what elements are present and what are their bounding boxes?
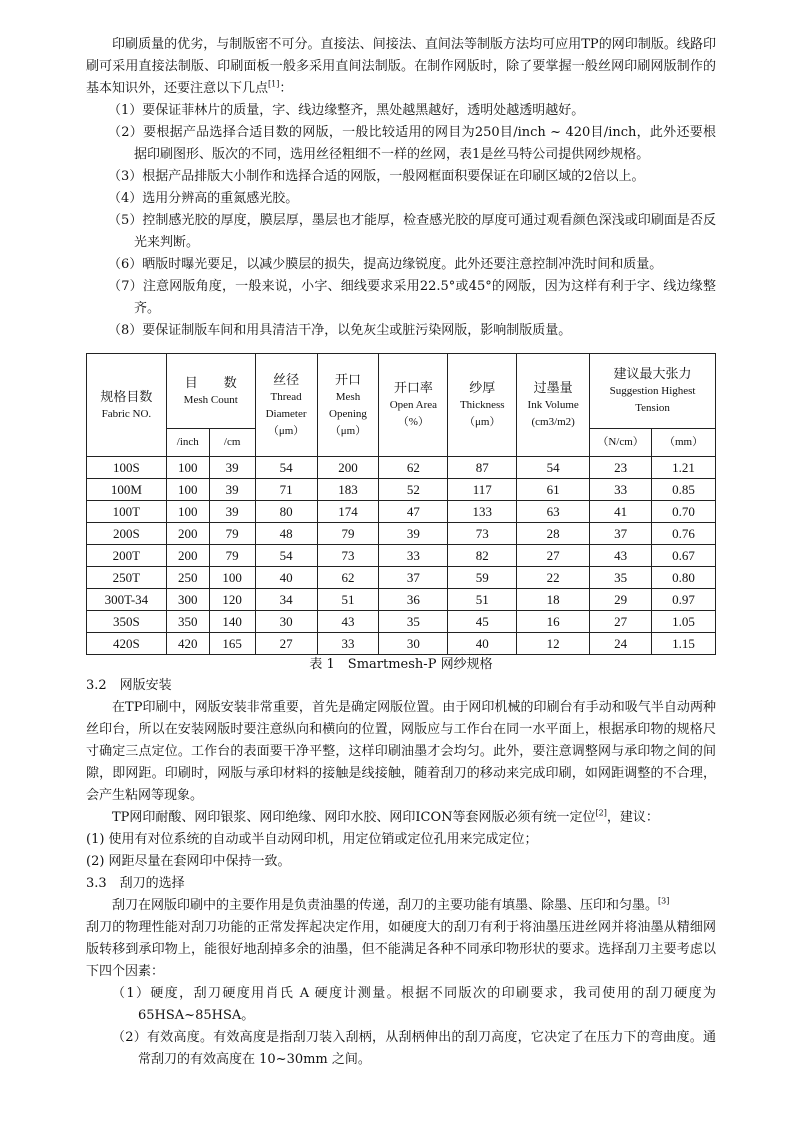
table-cell: 54 <box>255 457 317 479</box>
table-cell: 33 <box>379 545 448 567</box>
table-cell: 100S <box>87 457 167 479</box>
table-cell: 48 <box>255 523 317 545</box>
list-item: （4）选用分辨高的重氮感光胶。 <box>108 191 299 206</box>
table-cell: 40 <box>448 633 517 655</box>
table-cell: 165 <box>209 633 255 655</box>
table-cell: 12 <box>517 633 590 655</box>
table-body <box>87 457 716 655</box>
table-cell: 140 <box>209 611 255 633</box>
header-mesh-inch: /inch <box>166 429 209 457</box>
table-cell: 73 <box>317 545 379 567</box>
table-cell: 174 <box>317 501 379 523</box>
table-cell: 183 <box>317 479 379 501</box>
table-cell: 200 <box>166 545 209 567</box>
table-cell: 54 <box>517 457 590 479</box>
section-3-2-paragraph: 在TP印刷中，网版安装非常重要，首先是确定网版位置。由于网印机械的印刷台有手动和吸气半自动两种丝印台，所以在安装网版时要注意纵向和横向的位置，网版应与工作台在同一水平面上，根据承印物的规格尺寸确定三点定位。工作台的表面要干净平整，这样印刷油墨才会均匀。此外，要注意调整网与承印物之间的间隙，即网距。印刷时，网版与承印材料的接触是线接触，随着刮刀的移动来完成印刷，如网距调整的不合理，会产生粘网等现象。 <box>86 700 716 803</box>
table-cell: 30 <box>255 611 317 633</box>
table-cell: 54 <box>255 545 317 567</box>
list-item: (2) 网距尽量在套网印中保持一致。 <box>86 854 291 869</box>
table-row <box>87 633 716 655</box>
table-cell: 40 <box>255 567 317 589</box>
table-cell: 73 <box>448 523 517 545</box>
table-cell: 36 <box>379 589 448 611</box>
table-cell: 27 <box>517 545 590 567</box>
table-cell: 133 <box>448 501 517 523</box>
table-cell: 43 <box>317 611 379 633</box>
table-cell: 39 <box>379 523 448 545</box>
table-cell: 43 <box>590 545 652 567</box>
table-cell: 100 <box>209 567 255 589</box>
header-tension-ncm: （N/cm） <box>590 429 652 457</box>
table-cell: 350 <box>166 611 209 633</box>
section-3-2-paragraph-2: TP网印耐酸、网印银浆、网印绝缘、网印水胶、网印ICON等套网版必须有统一定位[2]，建议： <box>112 808 659 825</box>
table-cell: 420S <box>87 633 167 655</box>
header-mesh-count: 目 数 Mesh Count <box>166 354 255 429</box>
table-cell: 350S <box>87 611 167 633</box>
header-mesh-opening: 开口 Mesh Opening （μm） <box>317 354 379 457</box>
list-item: (1) 使用有对位系统的自动或半自动网印机，用定位销或定位孔用来完成定位； <box>86 832 538 847</box>
list-item: （7）注意网版角度，一般来说，小字、细线要求采用22.5°或45°的网版，因为这样有利于字、线边缘整齐。 <box>108 279 716 316</box>
table-cell: 52 <box>379 479 448 501</box>
table-cell: 300T-34 <box>87 589 167 611</box>
table-cell: 0.70 <box>652 501 716 523</box>
citation-2: [2] <box>595 808 607 818</box>
list-item: （1）硬度，刮刀硬度用肖氏 A 硬度计测量。根据不同版次的印刷要求，我司使用的刮刀硬度为65HSA~85HSA。 <box>112 986 716 1023</box>
table-cell: 18 <box>517 589 590 611</box>
table-cell: 0.97 <box>652 589 716 611</box>
header-mesh-cm: /cm <box>209 429 255 457</box>
list-item: （6）晒版时曝光要足，以减少膜层的损失，提高边缘锐度。此外还要注意控制冲洗时间和质量。 <box>108 257 663 272</box>
table-cell: 1.15 <box>652 633 716 655</box>
table-cell: 16 <box>517 611 590 633</box>
table-cell: 27 <box>255 633 317 655</box>
table-cell: 23 <box>590 457 652 479</box>
table-cell: 100 <box>166 457 209 479</box>
header-thread-diameter: 丝径 Thread Diameter （μm） <box>255 354 317 457</box>
table-cell: 79 <box>317 523 379 545</box>
table-cell: 33 <box>317 633 379 655</box>
table-cell: 29 <box>590 589 652 611</box>
table-row <box>87 501 716 523</box>
list-item: （8）要保证制版车间和用具清洁干净，以免灰尘或脏污染网版，影响制版质量。 <box>108 323 572 338</box>
table-cell: 100 <box>166 479 209 501</box>
table-row <box>87 611 716 633</box>
table-cell: 35 <box>379 611 448 633</box>
table-cell: 51 <box>448 589 517 611</box>
list-item: （3）根据产品排版大小制作和选择合适的网版，一般网框面积要保证在印刷区域的2倍以上。 <box>108 169 645 184</box>
table-cell: 37 <box>590 523 652 545</box>
header-ink-volume: 过墨量 Ink Volume (cm3/m2) <box>517 354 590 457</box>
header-thickness: 纱厚 Thickness （μm） <box>448 354 517 457</box>
list-item: （2）要根据产品选择合适目数的网版，一般比较适用的网目为250目/inch ~ 420目/inch，此外还要根据印刷图形、版次的不同，选用丝径粗细不一样的丝网，表1是丝马特公司提供网纱规格。 <box>108 125 716 162</box>
table-cell: 28 <box>517 523 590 545</box>
table-cell: 200 <box>166 523 209 545</box>
table-cell: 24 <box>590 633 652 655</box>
table-cell: 250T <box>87 567 167 589</box>
table-cell: 39 <box>209 501 255 523</box>
mesh-spec-table <box>86 353 716 655</box>
table-cell: 87 <box>448 457 517 479</box>
citation-1: [1] <box>268 79 280 89</box>
table-cell: 0.85 <box>652 479 716 501</box>
table-cell: 61 <box>517 479 590 501</box>
table-cell: 41 <box>590 501 652 523</box>
table-row <box>87 589 716 611</box>
table-row <box>87 457 716 479</box>
table-cell: 250 <box>166 567 209 589</box>
table-cell: 79 <box>209 523 255 545</box>
list-item: （1）要保证菲林片的质量，字、线边缘整齐，黑处越黑越好，透明处越透明越好。 <box>108 103 585 118</box>
header-fabric-no: 规格目数 Fabric NO. <box>87 354 167 457</box>
table-cell: 62 <box>317 567 379 589</box>
table-cell: 59 <box>448 567 517 589</box>
table-cell: 420 <box>166 633 209 655</box>
section-3-3-paragraph-cont: 刮刀的物理性能对刮刀功能的正常发挥起决定作用，如硬度大的刮刀有利于将油墨压进丝网并将油墨从精细网版转移到承印物上，能很好地刮掉多余的油墨，但不能满足各种不同承印物形状的要求。选择刮刀主要考虑以下四个因素： <box>86 920 716 979</box>
table-cell: 39 <box>209 479 255 501</box>
table-cell: 100 <box>166 501 209 523</box>
table-cell: 100M <box>87 479 167 501</box>
table-row <box>87 545 716 567</box>
table-cell: 300 <box>166 589 209 611</box>
table-cell: 71 <box>255 479 317 501</box>
header-tension-mm: （mm） <box>652 429 716 457</box>
table-row <box>87 479 716 501</box>
header-open-area: 开口率 Open Area （%） <box>379 354 448 457</box>
table-cell: 200 <box>317 457 379 479</box>
table-cell: 35 <box>590 567 652 589</box>
table-cell: 117 <box>448 479 517 501</box>
table-cell: 0.80 <box>652 567 716 589</box>
table-cell: 51 <box>317 589 379 611</box>
section-3-3-paragraph: 刮刀在网版印刷中的主要作用是负责油墨的传递，刮刀的主要功能有填墨、除墨、压印和匀墨。[3] <box>112 896 670 913</box>
table-cell: 1.21 <box>652 457 716 479</box>
table-cell: 0.76 <box>652 523 716 545</box>
table-cell: 0.67 <box>652 545 716 567</box>
table-cell: 34 <box>255 589 317 611</box>
table-cell: 82 <box>448 545 517 567</box>
table-cell: 33 <box>590 479 652 501</box>
table-cell: 62 <box>379 457 448 479</box>
citation-3: [3] <box>658 896 670 906</box>
table-cell: 22 <box>517 567 590 589</box>
table-cell: 39 <box>209 457 255 479</box>
table-cell: 200T <box>87 545 167 567</box>
table-row <box>87 523 716 545</box>
table-cell: 1.05 <box>652 611 716 633</box>
header-tension: 建议最大张力 Suggestion Highest Tension <box>590 354 716 429</box>
table-cell: 100T <box>87 501 167 523</box>
table-cell: 120 <box>209 589 255 611</box>
list-item: （5）控制感光胶的厚度，膜层厚，墨层也才能厚，检查感光胶的厚度可通过观看颜色深浅或印刷面是否反光来判断。 <box>108 213 716 250</box>
intro-paragraph: 印刷质量的优劣，与制版密不可分。直接法、间接法、直间法等制版方法均可应用TP的网印制版。线路印刷可采用直接法制版、印刷面板一般多采用直间法制版。在制作网版时，除了要掌握一般丝网印刷网版制作的基本知识外，还要注意以下几点[1]： <box>86 37 716 96</box>
table-caption: 表 1 Smartmesh-P 网纱规格 <box>309 657 493 672</box>
section-heading-3-3: 3.3 刮刀的选择 <box>86 876 185 891</box>
list-item: （2）有效高度。有效高度是指刮刀装入刮柄，从刮柄伸出的刮刀高度，它决定了在压力下的弯曲度。通常刮刀的有效高度在 10~30mm 之间。 <box>112 1030 716 1067</box>
table-cell: 30 <box>379 633 448 655</box>
section-heading-3-2: 3.2 网版安装 <box>86 678 172 693</box>
table-cell: 47 <box>379 501 448 523</box>
document-page <box>86 34 716 1071</box>
table-cell: 79 <box>209 545 255 567</box>
table-cell: 37 <box>379 567 448 589</box>
table-cell: 80 <box>255 501 317 523</box>
table-row <box>87 567 716 589</box>
table-cell: 45 <box>448 611 517 633</box>
table-cell: 200S <box>87 523 167 545</box>
table-cell: 27 <box>590 611 652 633</box>
table-cell: 63 <box>517 501 590 523</box>
